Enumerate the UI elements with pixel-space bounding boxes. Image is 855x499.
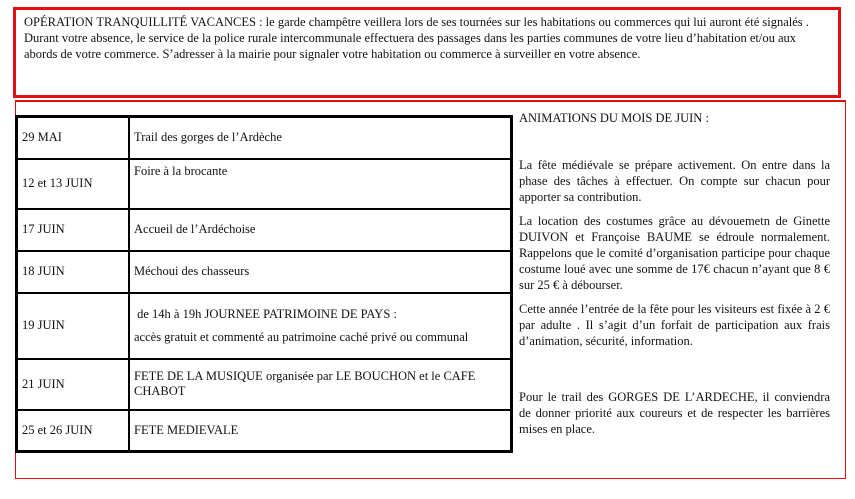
events-table <box>15 115 513 453</box>
table-row <box>17 159 512 209</box>
vacation-notice-box <box>13 7 841 98</box>
event-date: 12 et 13 JUIN <box>17 159 130 209</box>
animations-paragraph: La location des costumes grâce au dévouemetn de Ginette DUIVON et Françoise BAUME se édroule normalement. Rappelons que le comité d’organisation participe pour chaque costume loué avec une somme de 17€ chacun n’ayant que 8 € sur 25 € à débourser. <box>519 214 830 292</box>
event-description: Méchoui des chasseurs <box>129 251 512 293</box>
event-description: FETE DE LA MUSIQUE organisée par LE BOUCHON et le CAFE CHABOT <box>129 359 512 410</box>
table-row <box>17 293 512 359</box>
table-row <box>17 359 512 410</box>
event-date: 18 JUIN <box>17 251 130 293</box>
event-description: Trail des gorges de l’Ardèche <box>129 117 512 159</box>
table-row <box>17 117 512 159</box>
event-date: 21 JUIN <box>17 359 130 410</box>
event-date: 17 JUIN <box>17 209 130 251</box>
animations-paragraph: La fête médiévale se prépare activement. On entre dans la phase des tâches à effectuer. On compte sur chacun pour apporter sa contribution. <box>519 158 830 204</box>
table-row <box>17 251 512 293</box>
event-description: Foire à la brocante <box>129 159 512 209</box>
animations-paragraph: Cette année l’entrée de la fête pour les visiteurs est fixée à 2 € par adulte . Il s’agit d’un forfait de participation aux frais d’animation, sécurité, information. <box>519 302 830 348</box>
event-date: 29 MAI <box>17 117 130 159</box>
animations-column <box>519 110 830 445</box>
table-row <box>17 209 512 251</box>
event-description: Accueil de l’Ardéchoise <box>129 209 512 251</box>
event-date: 19 JUIN <box>17 293 130 359</box>
event-description-line: de 14h à 19h JOURNEE PATRIMOINE DE PAYS : <box>134 306 397 321</box>
event-description-line: accès gratuit et commenté au patrimoine caché privé ou communal <box>134 329 469 344</box>
animations-heading: ANIMATIONS DU MOIS DE JUIN : <box>519 111 709 125</box>
event-description: FETE MEDIEVALE <box>129 410 512 452</box>
event-date: 25 et 26 JUIN <box>17 410 130 452</box>
vacation-notice-text: OPÉRATION TRANQUILLITÉ VACANCES : le garde champêtre veillera lors de ses tournées sur les habitations ou commerces qui lui auront été signalés . Durant votre absence, le service de la police rurale intercommunale effectuera des passages dans les parties communes de votre lieu d’habitation et/ou aux abords de votre commerce. S’adresser à la mairie pour signaler votre habitation ou commerce à surveiller en votre absence. <box>24 15 809 61</box>
event-description <box>129 293 512 359</box>
animations-paragraph: Pour le trail des GORGES DE L’ARDECHE, il conviendra de donner priorité aux coureurs et de respecter les barrières mises en place. <box>519 390 830 436</box>
table-row <box>17 410 512 452</box>
